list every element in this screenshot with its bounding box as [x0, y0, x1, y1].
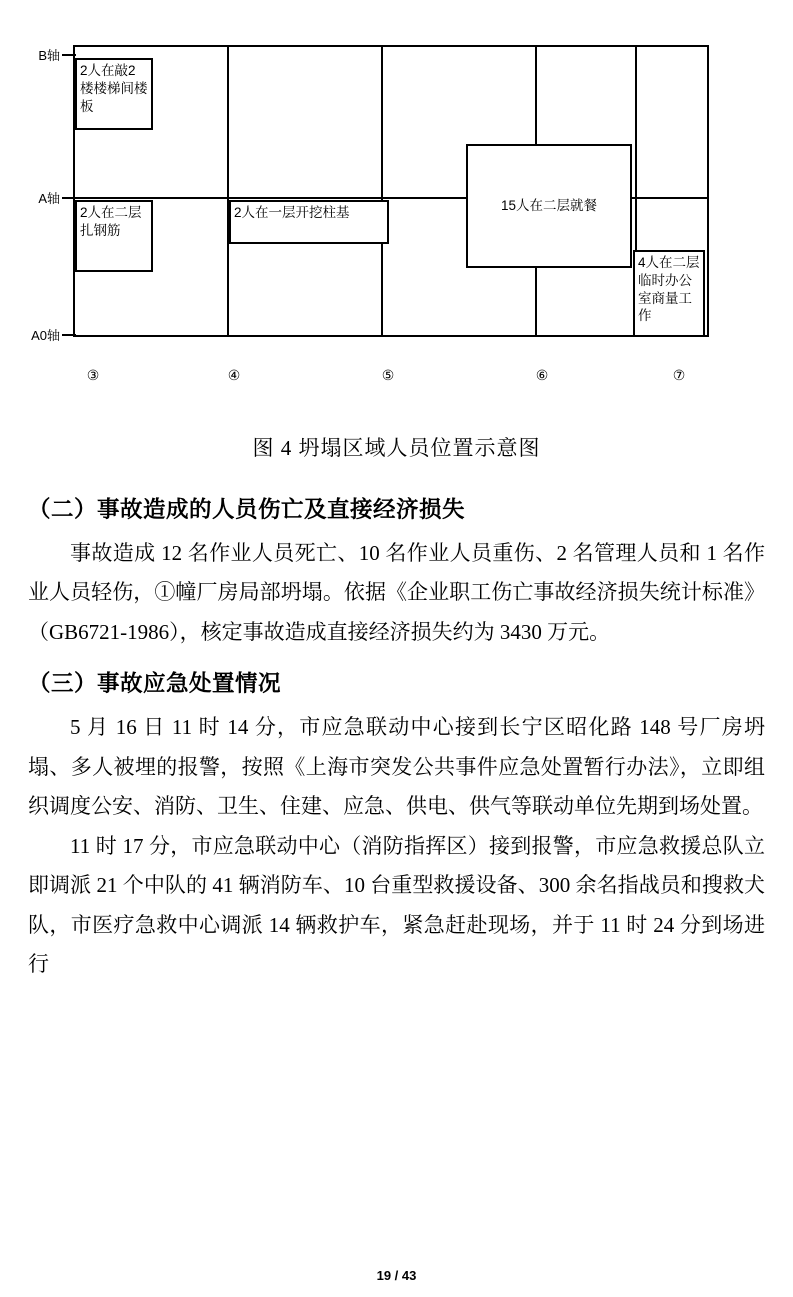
section-heading-casualties: （二）事故造成的人员伤亡及直接经济损失	[28, 497, 466, 522]
page-number: 19 / 43	[376, 1268, 417, 1283]
room-column-footing-excavation: 2人在一层开挖柱基	[229, 200, 389, 244]
column-mark-4: ④	[227, 367, 241, 383]
column-mark-5: ⑤	[381, 367, 395, 383]
figure-plan-diagram	[0, 0, 793, 460]
column-mark-6: ⑥	[535, 367, 549, 383]
document-body	[0, 478, 793, 985]
room-temporary-office: 4人在二层临时办公室商量工作	[633, 250, 705, 337]
grid-line-4	[227, 47, 229, 335]
axis-label-a: A轴	[38, 191, 60, 206]
column-mark-3: ③	[86, 367, 100, 383]
room-rebar-second-floor: 2人在二层扎钢筋	[75, 200, 153, 272]
room-dining-second-floor: 15人在二层就餐	[466, 144, 632, 268]
paragraph-emergency-dispatch: 11 时 17 分，市应急联动中心（消防指挥区）接到报警，市应急救援总队立即调派 21 个中队的 41 辆消防车、10 台重型救援设备、300 余名指战员和搜救犬队，市医疗急救中心调派 14 辆救护车，紧急赶赴现场，并于 11 时 24 分到场进行	[28, 833, 765, 977]
figure-caption: 图 4 坍塌区域人员位置示意图	[252, 436, 541, 460]
axis-label-b: B轴	[38, 48, 60, 63]
axis-label-a0: A0轴	[31, 328, 60, 343]
paragraph-casualties: 事故造成 12 名作业人员死亡、10 名作业人员重伤、2 名管理人员和 1 名作业人员轻伤，①幢厂房局部坍塌。依据《企业职工伤亡事故经济损失统计标准》（GB6721-1986），核定事故造成直接经济损失约为 3430 万元。	[28, 541, 765, 644]
grid-line-5	[381, 47, 383, 335]
column-mark-7: ⑦	[672, 367, 686, 383]
paragraph-emergency-alert: 5 月 16 日 11 时 14 分，市应急联动中心接到长宁区昭化路 148 号厂房坍塌、多人被埋的报警，按照《上海市突发公共事件应急处置暂行办法》，立即组织调度公安、消防、卫生、住建、应急、供电、供气等联动单位先期到场处置。	[28, 715, 765, 819]
room-stairwell-slab: 2人在敲2楼楼梯间楼板	[75, 58, 153, 130]
section-heading-emergency-response: （三）事故应急处置情况	[28, 671, 282, 697]
